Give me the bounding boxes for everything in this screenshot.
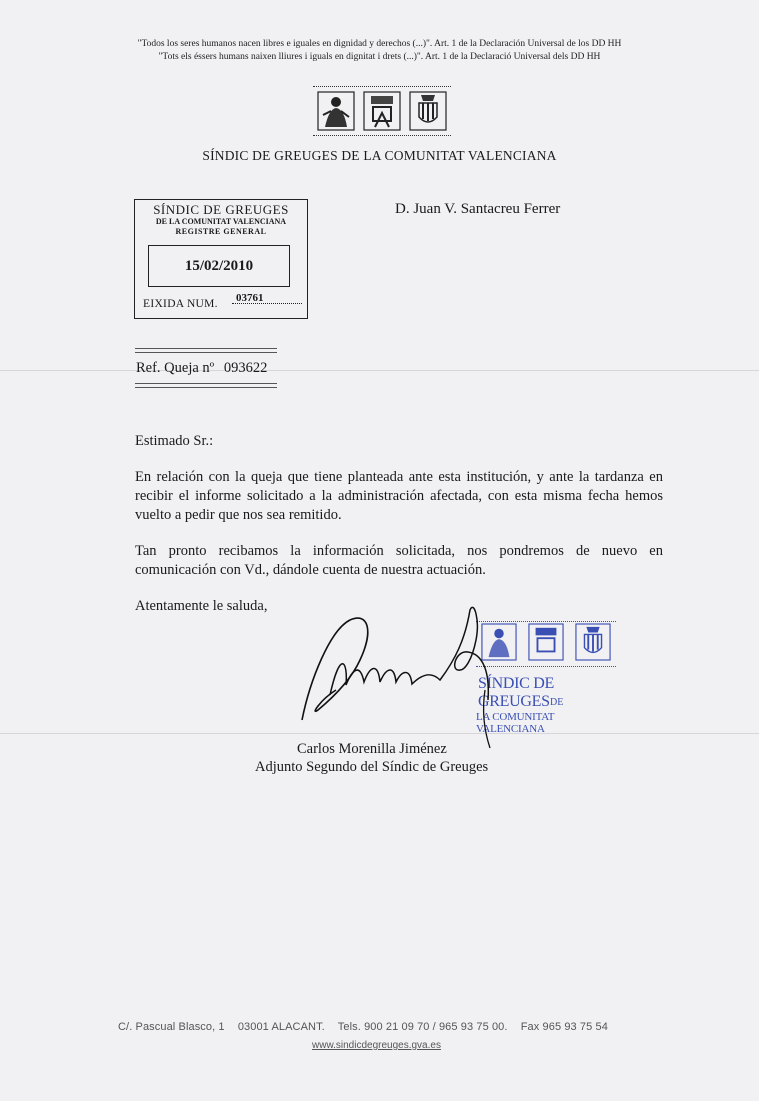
letter-greeting: Estimado Sr.: — [135, 433, 214, 449]
reference-top-rule — [135, 348, 277, 353]
seal-arms-icon — [575, 622, 611, 662]
justice-figure-icon — [363, 91, 401, 131]
registry-stamp-subtitle: DE LA COMUNITAT VALENCIANA — [155, 217, 287, 226]
reference-label: Ref. Queja nº — [136, 360, 215, 376]
seal-text-line-3: LA COMUNITAT VALENCIANA — [476, 711, 555, 735]
allegory-figure-icon — [317, 91, 355, 131]
epigraph — [0, 38, 759, 64]
recipient-name: D. Juan V. Santacreu Ferrer — [395, 201, 561, 217]
footer-address: C/. Pascual Blasco, 1 — [118, 1021, 225, 1033]
footer-fax: Fax 965 93 75 54 — [520, 1021, 608, 1033]
seal-text-line-1: SÍNDIC DE GREUGES — [478, 675, 554, 710]
letter-paragraph-2: Tan pronto recibamos la información solicitada, nos pondremos de nuevo en comunicación con Vd., dándole cuenta de nuestra actuación. — [135, 543, 663, 578]
reference-number: 093622 — [223, 360, 268, 376]
institution-title: SÍNDIC DE GREUGES DE LA COMUNITAT VALENCIANA — [202, 148, 557, 163]
coat-of-arms-icon — [409, 91, 447, 131]
signer-name: Carlos Morenilla Jiménez — [297, 741, 447, 757]
exit-number-dotted-line — [232, 303, 302, 304]
epigraph-line-va: "Tots els éssers humans naixen lliures i iguals en dignitat i drets (...)". Art. 1 de la Declaració Universal dels DD HH — [158, 52, 601, 62]
footer-website-link[interactable]: www.sindicdegreuges.gva.es — [312, 1040, 441, 1051]
paper-fold-line — [0, 370, 759, 371]
seal-text-line-2: DE — [550, 697, 564, 708]
institution-crest — [313, 86, 451, 136]
reference-line — [136, 360, 267, 377]
registry-date: 15/02/2010 — [148, 245, 290, 287]
reference-bottom-rule — [135, 383, 277, 388]
registry-stamp-title: SÍNDIC DE GREUGES — [153, 202, 289, 217]
epigraph-line-es: "Todos los seres humanos nacen libres e iguales en dignidad y derechos (...)". Art. 1 de la Declaración Universal de los DD HH — [137, 39, 622, 49]
handwritten-signature — [290, 590, 530, 750]
registry-stamp — [134, 199, 308, 319]
letter-paragraph-1: En relación con la queja que tiene planteada ante esta institución, y ante la tardanza en recibir el informe solicitado a la administración afectada, con esta misma fecha hemos vuelto a pedir que nos sea remitido. — [135, 469, 663, 523]
footer-phones: Tels. 900 21 09 70 / 965 93 75 00. — [337, 1021, 508, 1033]
registry-stamp-registry: REGISTRE GENERAL — [175, 227, 267, 236]
exit-number-label: EIXIDA NUM. — [143, 298, 218, 310]
footer-contact — [118, 1021, 618, 1033]
seal-justice-icon — [528, 622, 564, 662]
footer-city: 03001 ALACANT. — [237, 1021, 325, 1033]
letter-closing: Atentamente le saluda, — [135, 598, 268, 614]
exit-number-value: 03761 — [236, 292, 264, 304]
signer-role: Adjunto Segundo del Síndic de Greuges — [255, 759, 489, 775]
